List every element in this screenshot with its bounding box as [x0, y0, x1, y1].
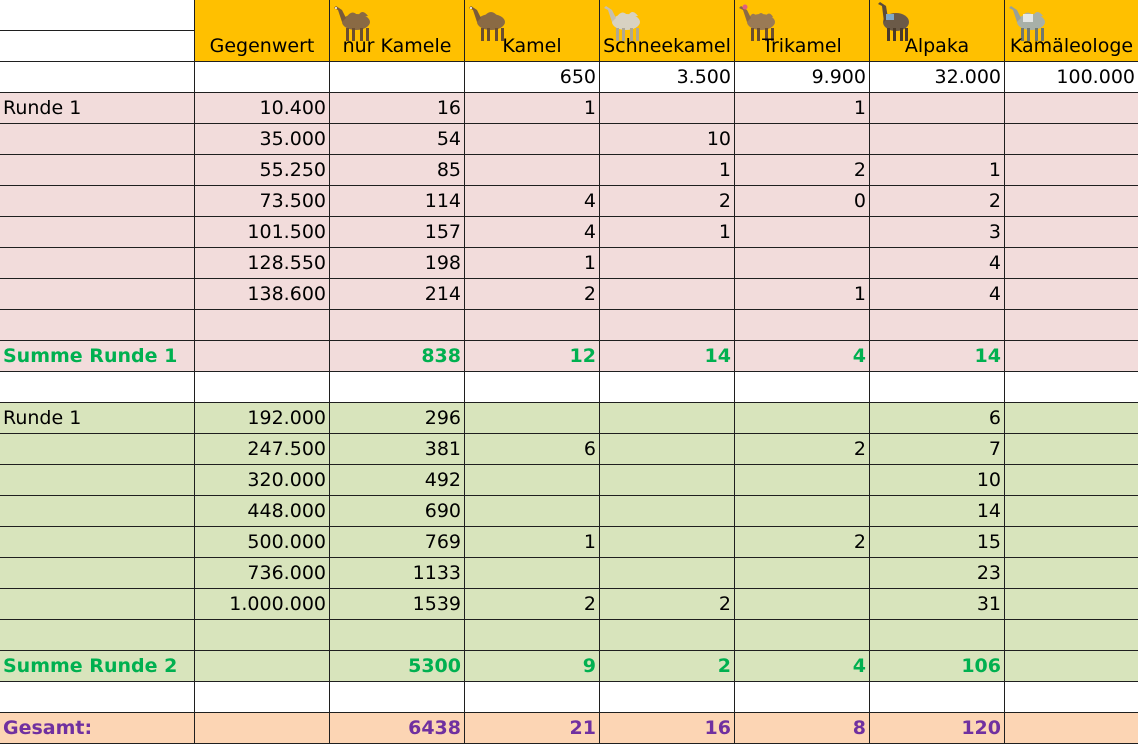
- value-cell[interactable]: 247.500: [195, 434, 330, 465]
- cell[interactable]: [870, 682, 1005, 713]
- value-cell[interactable]: 2: [600, 186, 735, 217]
- value-cell[interactable]: 4: [465, 186, 600, 217]
- sum-cell[interactable]: 14: [600, 341, 735, 372]
- header-trikamel[interactable]: [735, 0, 870, 62]
- cell[interactable]: [330, 620, 465, 651]
- sum-cell[interactable]: [195, 651, 330, 682]
- row-label[interactable]: [0, 527, 195, 558]
- cell[interactable]: [465, 372, 600, 403]
- value-cell[interactable]: [1005, 279, 1138, 310]
- row-label[interactable]: [0, 124, 195, 155]
- price-kamel[interactable]: 650: [465, 62, 600, 93]
- row-label[interactable]: [0, 558, 195, 589]
- value-cell[interactable]: 1: [735, 279, 870, 310]
- value-cell[interactable]: 35.000: [195, 124, 330, 155]
- value-cell[interactable]: 4: [870, 279, 1005, 310]
- value-cell[interactable]: [600, 93, 735, 124]
- value-cell[interactable]: 4: [465, 217, 600, 248]
- row-label[interactable]: [0, 279, 195, 310]
- value-cell[interactable]: 4: [870, 248, 1005, 279]
- cell[interactable]: [1005, 372, 1138, 403]
- cell[interactable]: [735, 682, 870, 713]
- value-cell[interactable]: 296: [330, 403, 465, 434]
- value-cell[interactable]: 157: [330, 217, 465, 248]
- value-cell[interactable]: [735, 465, 870, 496]
- cell[interactable]: [600, 620, 735, 651]
- value-cell[interactable]: 1: [735, 93, 870, 124]
- sum-label[interactable]: Summe Runde 1: [0, 341, 195, 372]
- row-label[interactable]: [0, 155, 195, 186]
- blank-row: [0, 372, 1138, 403]
- value-cell[interactable]: 2: [465, 589, 600, 620]
- value-cell[interactable]: 15: [870, 527, 1005, 558]
- sum-cell[interactable]: [195, 341, 330, 372]
- row-label[interactable]: [0, 217, 195, 248]
- value-cell[interactable]: 500.000: [195, 527, 330, 558]
- total-row: [0, 713, 1138, 744]
- table-row: [0, 93, 1138, 124]
- total-cell[interactable]: [195, 713, 330, 744]
- value-cell[interactable]: 14: [870, 496, 1005, 527]
- value-cell[interactable]: 7: [870, 434, 1005, 465]
- value-cell[interactable]: 2: [735, 527, 870, 558]
- sum-cell[interactable]: 4: [735, 651, 870, 682]
- value-cell[interactable]: [465, 403, 600, 434]
- cell[interactable]: [1005, 310, 1138, 341]
- value-cell[interactable]: 138.600: [195, 279, 330, 310]
- value-cell[interactable]: [465, 465, 600, 496]
- header-alpaka-label: Alpaka: [904, 35, 970, 57]
- value-cell[interactable]: [600, 248, 735, 279]
- value-cell[interactable]: [735, 403, 870, 434]
- total-cell[interactable]: 120: [870, 713, 1005, 744]
- header-kamaeleologe-label: Kamäleologe: [1009, 35, 1134, 57]
- cell-a1[interactable]: [0, 0, 195, 31]
- value-cell[interactable]: 214: [330, 279, 465, 310]
- value-cell[interactable]: [1005, 155, 1138, 186]
- header-schneekamel-label: Schneekamel: [603, 35, 731, 57]
- total-cell[interactable]: 6438: [330, 713, 465, 744]
- value-cell[interactable]: [600, 434, 735, 465]
- price-alpaka[interactable]: 32.000: [870, 62, 1005, 93]
- cell[interactable]: [735, 620, 870, 651]
- value-cell[interactable]: 6: [465, 434, 600, 465]
- value-cell[interactable]: [735, 589, 870, 620]
- header-alpaka[interactable]: [870, 0, 1005, 62]
- value-cell[interactable]: 1.000.000: [195, 589, 330, 620]
- header-kamel-label: Kamel: [502, 35, 562, 57]
- value-cell[interactable]: [1005, 496, 1138, 527]
- table-row: [0, 589, 1138, 620]
- value-cell[interactable]: [1005, 217, 1138, 248]
- header-kamaeleologe[interactable]: [1005, 0, 1138, 62]
- value-cell[interactable]: [465, 155, 600, 186]
- value-cell[interactable]: [1005, 93, 1138, 124]
- row-label[interactable]: [0, 589, 195, 620]
- value-cell[interactable]: 85: [330, 155, 465, 186]
- value-cell[interactable]: 23: [870, 558, 1005, 589]
- table-row: [0, 496, 1138, 527]
- value-cell[interactable]: 54: [330, 124, 465, 155]
- value-cell[interactable]: 73.500: [195, 186, 330, 217]
- value-cell[interactable]: 1: [600, 155, 735, 186]
- sum-row: [0, 651, 1138, 682]
- sum-cell[interactable]: 12: [465, 341, 600, 372]
- value-cell[interactable]: [1005, 186, 1138, 217]
- value-cell[interactable]: 2: [600, 589, 735, 620]
- cell[interactable]: [1005, 620, 1138, 651]
- value-cell[interactable]: [735, 124, 870, 155]
- header-schneekamel[interactable]: [600, 0, 735, 62]
- value-cell[interactable]: [600, 279, 735, 310]
- cell[interactable]: [870, 310, 1005, 341]
- table-row: [0, 558, 1138, 589]
- value-cell[interactable]: 0: [735, 186, 870, 217]
- total-cell[interactable]: [1005, 713, 1138, 744]
- cell[interactable]: [195, 62, 330, 93]
- table-row: [0, 527, 1138, 558]
- value-cell[interactable]: [600, 465, 735, 496]
- value-cell[interactable]: 101.500: [195, 217, 330, 248]
- value-cell[interactable]: [600, 496, 735, 527]
- value-cell[interactable]: 2: [465, 279, 600, 310]
- value-cell[interactable]: 1: [870, 155, 1005, 186]
- sum-cell[interactable]: 9: [465, 651, 600, 682]
- cell[interactable]: [465, 310, 600, 341]
- cell[interactable]: [600, 372, 735, 403]
- sum-cell[interactable]: 2: [600, 651, 735, 682]
- sum-cell[interactable]: 14: [870, 341, 1005, 372]
- value-cell[interactable]: 492: [330, 465, 465, 496]
- value-cell[interactable]: 3: [870, 217, 1005, 248]
- cell[interactable]: [330, 310, 465, 341]
- table-row: [0, 403, 1138, 434]
- cell[interactable]: [330, 372, 465, 403]
- cell[interactable]: [0, 682, 195, 713]
- table-row: [0, 217, 1138, 248]
- value-cell[interactable]: 736.000: [195, 558, 330, 589]
- value-cell[interactable]: [1005, 558, 1138, 589]
- value-cell[interactable]: [465, 496, 600, 527]
- table-row: [0, 465, 1138, 496]
- cell[interactable]: [870, 372, 1005, 403]
- total-cell[interactable]: 21: [465, 713, 600, 744]
- blank-row: [0, 682, 1138, 713]
- cell[interactable]: [195, 372, 330, 403]
- value-cell[interactable]: [1005, 589, 1138, 620]
- value-cell[interactable]: 6: [870, 403, 1005, 434]
- row-label[interactable]: [0, 434, 195, 465]
- value-cell[interactable]: [735, 496, 870, 527]
- value-cell[interactable]: [600, 558, 735, 589]
- total-cell[interactable]: 16: [600, 713, 735, 744]
- table-row: [0, 155, 1138, 186]
- table-row: [0, 279, 1138, 310]
- total-cell[interactable]: 8: [735, 713, 870, 744]
- cell[interactable]: [0, 372, 195, 403]
- cell[interactable]: [735, 310, 870, 341]
- value-cell[interactable]: 128.550: [195, 248, 330, 279]
- header-kamel[interactable]: [465, 0, 600, 62]
- table-row: [0, 434, 1138, 465]
- cell[interactable]: [465, 682, 600, 713]
- price-schneekamel[interactable]: 3.500: [600, 62, 735, 93]
- value-cell[interactable]: [1005, 403, 1138, 434]
- cell[interactable]: [600, 310, 735, 341]
- value-cell[interactable]: 31: [870, 589, 1005, 620]
- value-cell[interactable]: [465, 558, 600, 589]
- value-cell[interactable]: 114: [330, 186, 465, 217]
- sum-cell[interactable]: [1005, 651, 1138, 682]
- value-cell[interactable]: 198: [330, 248, 465, 279]
- empty-row: [0, 620, 1138, 651]
- cell[interactable]: [0, 62, 195, 93]
- total-label[interactable]: Gesamt:: [0, 713, 195, 744]
- header-nur-kamele[interactable]: [330, 0, 465, 62]
- table-row: [0, 186, 1138, 217]
- sum-cell[interactable]: [1005, 341, 1138, 372]
- row-label[interactable]: [0, 465, 195, 496]
- value-cell[interactable]: [1005, 124, 1138, 155]
- empty-row: [0, 310, 1138, 341]
- header-trikamel-label: Trikamel: [762, 35, 842, 57]
- sum-cell[interactable]: 4: [735, 341, 870, 372]
- value-cell[interactable]: 1: [465, 527, 600, 558]
- value-cell[interactable]: [1005, 527, 1138, 558]
- cell-a2[interactable]: [0, 31, 195, 62]
- value-cell[interactable]: 55.250: [195, 155, 330, 186]
- row-label[interactable]: Runde 1: [0, 93, 195, 124]
- value-cell[interactable]: 10: [600, 124, 735, 155]
- sum-cell[interactable]: 106: [870, 651, 1005, 682]
- value-cell[interactable]: 381: [330, 434, 465, 465]
- row-label[interactable]: Runde 1: [0, 403, 195, 434]
- value-cell[interactable]: 1539: [330, 589, 465, 620]
- cell[interactable]: [465, 620, 600, 651]
- cell[interactable]: [195, 620, 330, 651]
- row-label[interactable]: [0, 496, 195, 527]
- value-cell[interactable]: 1: [465, 248, 600, 279]
- cell[interactable]: [0, 620, 195, 651]
- table-row: [0, 124, 1138, 155]
- value-cell[interactable]: [1005, 434, 1138, 465]
- cell[interactable]: [330, 682, 465, 713]
- value-cell[interactable]: [735, 558, 870, 589]
- sum-label[interactable]: Summe Runde 2: [0, 651, 195, 682]
- cell[interactable]: [600, 682, 735, 713]
- value-cell[interactable]: [735, 217, 870, 248]
- value-cell[interactable]: 769: [330, 527, 465, 558]
- value-cell[interactable]: [1005, 248, 1138, 279]
- value-cell[interactable]: [870, 124, 1005, 155]
- value-cell[interactable]: 10: [870, 465, 1005, 496]
- value-cell[interactable]: [1005, 465, 1138, 496]
- value-cell[interactable]: 2: [735, 434, 870, 465]
- row-label[interactable]: [0, 186, 195, 217]
- header-gegenwert-label: Gegenwert: [209, 35, 315, 57]
- value-cell[interactable]: 192.000: [195, 403, 330, 434]
- value-cell[interactable]: [735, 248, 870, 279]
- value-cell[interactable]: [600, 527, 735, 558]
- value-cell[interactable]: 2: [870, 186, 1005, 217]
- cell[interactable]: [870, 620, 1005, 651]
- value-cell[interactable]: [870, 93, 1005, 124]
- table-row: [0, 248, 1138, 279]
- sum-cell[interactable]: 838: [330, 341, 465, 372]
- value-cell[interactable]: 10.400: [195, 93, 330, 124]
- value-cell[interactable]: [600, 403, 735, 434]
- cell[interactable]: [195, 682, 330, 713]
- sum-cell[interactable]: 5300: [330, 651, 465, 682]
- value-cell[interactable]: 448.000: [195, 496, 330, 527]
- value-cell[interactable]: 2: [735, 155, 870, 186]
- cell[interactable]: [735, 372, 870, 403]
- price-kamaeleologe[interactable]: 100.000: [1005, 62, 1138, 93]
- value-cell[interactable]: [465, 124, 600, 155]
- value-cell[interactable]: 690: [330, 496, 465, 527]
- value-cell[interactable]: 320.000: [195, 465, 330, 496]
- price-row: [0, 62, 1138, 93]
- value-cell[interactable]: 1: [600, 217, 735, 248]
- price-trikamel[interactable]: 9.900: [735, 62, 870, 93]
- cell[interactable]: [1005, 682, 1138, 713]
- cell[interactable]: [195, 310, 330, 341]
- value-cell[interactable]: 1: [465, 93, 600, 124]
- row-label[interactable]: [0, 248, 195, 279]
- value-cell[interactable]: 16: [330, 93, 465, 124]
- sum-row: [0, 341, 1138, 372]
- cell[interactable]: [0, 310, 195, 341]
- value-cell[interactable]: 1133: [330, 558, 465, 589]
- header-gegenwert[interactable]: [195, 0, 330, 62]
- header-nur-kamele-label: nur Kamele: [342, 35, 452, 57]
- cell[interactable]: [330, 62, 465, 93]
